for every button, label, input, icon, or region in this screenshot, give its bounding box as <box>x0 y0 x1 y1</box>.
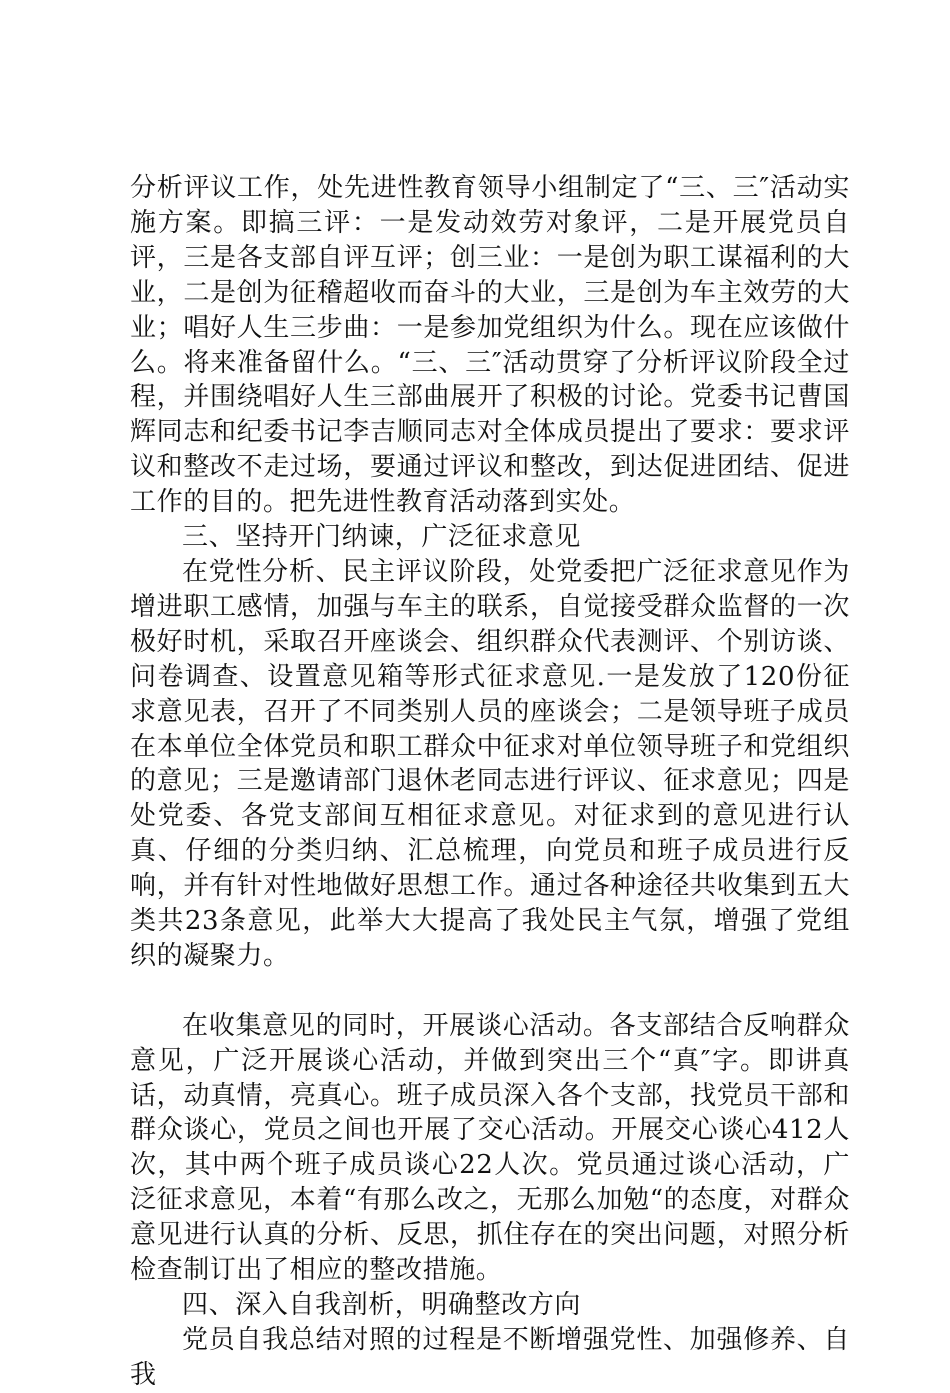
section-heading-3: 三、坚持开门纳谏，广泛征求意见 <box>182 522 582 553</box>
paragraph-self-analysis: 党员自我总结对照的过程是不断增强党性、加强修养、自我 <box>130 1324 850 1390</box>
section-heading-4: 四、深入自我剖析，明确整改方向 <box>182 1289 582 1320</box>
paragraph-spacer <box>130 974 850 1009</box>
document-body <box>130 171 850 1393</box>
paragraph-heart-talks: 在收集意见的同时，开展谈心活动。各支部结合反响群众意见，广泛开展谈心活动，并做到突出三个“真″字。即讲真话，动真情，亮真心。班子成员深入各个支部，找党员干部和群众谈心，党员之间也开展了交心活动。开展交心谈心412人次，其中两个班子成员谈心22人次。党员通过谈心活动，广泛征求意见，本着“有那么改之，无那么加勉“的态度，对群众意见进行认真的分析、反思，抓住存在的突出问题，对照分析检查制订出了相应的整改措施。 <box>130 1010 850 1286</box>
paragraph-analysis-continuation: 分析评议工作，处先进性教育领导小组制定了“三、三″活动实施方案。即搞三评：一是发动效劳对象评，二是开展党员自评，三是各支部自评互评；创三业：一是创为职工谋福利的大业，二是创为征稽超收而奋斗的大业，三是创为车主效劳的大业；唱好人生三步曲：一是参加党组织为什么。现在应该做什么。将来准备留什么。“三、三″活动贯穿了分析评议阶段全过程，并围绕唱好人生三部曲展开了积极的讨论。党委书记曹国辉同志和纪委书记李吉顺同志对全体成员提出了要求：要求评议和整改不走过场，要通过评议和整改，到达促进团结、促进工作的目的。把先进性教育活动落到实处。 <box>130 173 850 518</box>
paragraph-solicit-opinions: 在党性分析、民主评议阶段，处党委把广泛征求意见作为增进职工感情，加强与车主的联系，自觉接受群众监督的一次极好时机，采取召开座谈会、组织群众代表测评、个别访谈、问卷调查、设置意见箱等形式征求意见.一是发放了120份征求意见表，召开了不同类别人员的座谈会；二是领导班子成员在本单位全体党员和职工群众中征求对单位领导班子和党组织的意见；三是邀请部门退休老同志进行评议、征求意见；四是处党委、各党支部间互相征求意见。对征求到的意见进行认真、仔细的分类归纳、汇总梳理，向党员和班子成员进行反响，并有针对性地做好思想工作。通过各种途径共收集到五大类共23条意见，此举大大提高了我处民主气氛，增强了党组织的凝聚力。 <box>130 556 850 971</box>
